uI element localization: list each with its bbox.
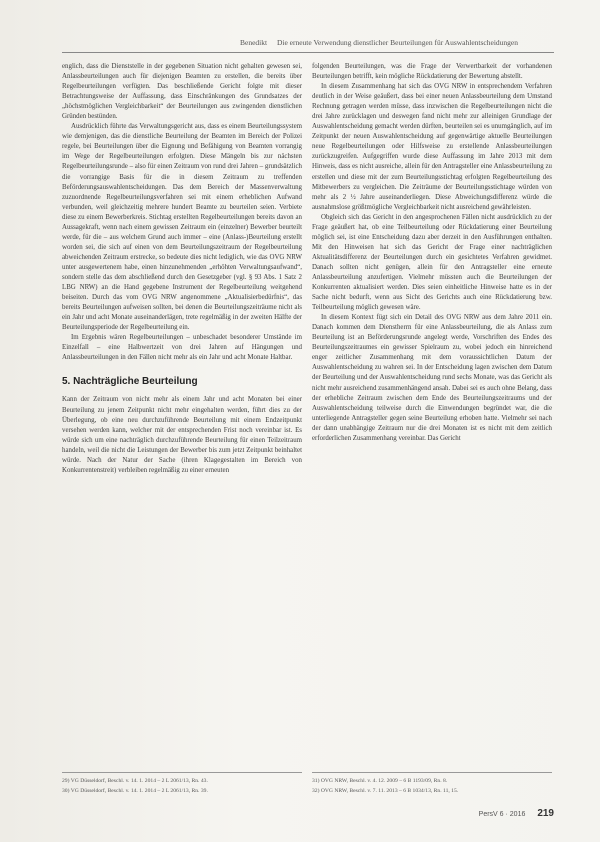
section-heading: 5. Nachträgliche Beurteilung xyxy=(62,376,198,388)
right-paragraph-3: Obgleich sich das Gericht in den angesprochenen Fällen nicht ausdrücklich zu der Frage geäußert hat, ob eine Teilbeurteilung oder Rückdatierung einer Beurteilung möglich sei, ist eine Entscheidung dazu aber derzeit in den Ausführungen enthalten. Mit den Hinweisen hat sich das Gericht der Frage einer nachträglichen Aktualitätsdifferenz der Beurteilungen durch ein gesichtetes Verfahren gewidmet. Danach sollten nicht genügen, allein für den Antragsteller eine erneute Anlassbeurteilung anzufertigen. Vielmehr müssten auch die Beurteilungen der Konkurrenten aktualisiert werden. Dies seien einheitliche Hinweise hatte es in der Sache nicht bedurft, wenn aus Sicht des Gerichts auch eine Rückdatierung bzw. Teilbeurteilung möglich gewesen wäre. xyxy=(312,213,552,312)
right-column xyxy=(312,62,552,444)
journal-issue: PersV 6 · 2016 xyxy=(478,811,526,818)
right-paragraph-4: In diesem Kontext fügt sich ein Detail des OVG NRW aus dem Jahre 2011 ein. Danach kommen dem Dienstherrn für eine Anlassbeurteilung, die als Anlass zum Beurteilung ist an Beförderungsrunde angelegt werde, Vorschriften des Endes des Beurteilungszeitraumes ein gewisser Spielraum zu, wobei jedoch ein hinreichend enger zeitlicher Zusammenhang mit dem voraussichtlichen Datum der Auswahlentscheidung zu wahren sei. In der Entscheidung lagen zwischen dem Datum der Beurteilung und der Auswahlentscheidung rund sechs Monate, was das Gericht als nicht mehr ausreichend zusammenhängend ansah. Dabei sei es auch ohne Belang, dass der erhebliche Zeitraum zwischen dem Ende des Beurteilungszeitraums und der Auswahlentscheidung teilweise durch die Einwendungen begründet war, die die unterliegende Antragsteller gegen seine Beurteilung erhoben hatte. Vielmehr sei nach der dann unabhängige Zeitraum nur die drei Monaten ist es nicht mit dem zeitlich erforderlichen Zusammenhang vereinbar. Das Gericht xyxy=(312,314,552,442)
left-column xyxy=(62,62,302,476)
header-title: Die erneute Verwendung dienstlicher Beurteilungen für Auswahlentscheidungen xyxy=(276,38,518,47)
page-number: 219 xyxy=(537,808,554,819)
footnotes-left xyxy=(62,772,302,796)
right-paragraph-2: In diesem Zusammenhang hat sich das OVG NRW in entsprechendem Verfahren deutlich in der Weise geäußert, dass bei einer neuen Anlassbeurteilung dem Umstand Rechnung getragen werden müsse, dass inzwischen die Regelbeurteilungen nicht die drei Jahre zurücklagen und deswegen fand nicht mehr zur alleinigen Grundlage der Auswahlentscheidung gemacht werden dürften, beurteilen sei es unumgänglich, auf im Zeitpunkt der neuen Auswahlentscheidung auf gegenwärtige aktuelle Beurteilungen neue Regelbeurteilungen oder Hilfsweise zu erstellende Anlassbeurteilungen zurückzugreifen. Aufgegriffen wurde diese Auffassung im Jahre 2013 mit dem Hinweis, dass es nicht ausreiche, allein für den Antragsteller eine Anlassbeurteilung zu erstellen und diese mit der zum Beurteilungsstichtag erfolgten Regelbeurteilung des Mitbewerbers zu vergleichen. Die Zeiträume der Beurteilungsstichtage würden von mehr als 2 ½ Jahre auseinanderliegen. Diese Abweichungsdifferenz würde die ausnahmslose größtmögliche Vergleichbarkeit nicht ausreichend gewährleisten. xyxy=(312,83,552,211)
left-paragraph-3: Im Ergebnis wären Regelbeurteilungen – unbeschadet besonderer Umstände im Einzelfall – eine Halbwertzeit von drei Jahren auf Hängungen und Anlassbeurteilungen in den Fällen nicht mehr als ein Jahr und acht Monate Haltbar. xyxy=(62,334,302,362)
header-rule xyxy=(62,52,554,53)
footnotes-right xyxy=(312,772,552,796)
section-paragraph: Kann der Zeitraum von nicht mehr als einem Jahr und acht Monaten bei einer Beurteilung zu jenem Zeitpunkt nicht mehr eingehalten werden, führt dies zu der Überlegung, ob eine neu durchzuführende Beurteilung mit einem Endzeitpunkt versehen werden kann, welcher mit der entsprechenden Frist noch vereinbar ist. Es würde sich um eine nachträglich durchzuführende Beurteilung für einen Teilzeitraum handeln, weil die nicht die Leistungen der Bewerber bis zum jetzt Zeitpunkt beinhaltet würde. Nach der Natur der Sache (ihren Klagegestalten im Bereich von Konkurrentenstreit) verbleiben regelmäßig zu einer erneuten xyxy=(62,396,302,474)
footnote: 29) VG Düsseldorf, Beschl. v. 14. 1. 2014 – 2 L 2061/13, Rn. 43. xyxy=(62,778,208,784)
right-paragraph-1: folgenden Beurteilungen, was die Frage der Verwertbarkeit der vorhandenen Beurteilungen betrifft, kein mögliche Rückdatierung der Bewertung abstellt. xyxy=(312,63,552,81)
footnote: 32) OVG NRW, Beschl. v. 7. 11. 2013 – 6 B 1034/13, Rn. 11, 15. xyxy=(312,788,459,794)
left-paragraph-1: englich, dass die Dienststelle in der gegebenen Situation nicht gehalten gewesen sei, Anlassbeurteilungen auch für diejenigen Beamten zu erstellen, die bereits über Regelbeurteilungen verfügten. Das beschließende Gericht folgte mit dieser Betrachtungsweise der Auffassung, dass Einschränkungen des Grundsatzes der „höchstmöglichen Vergleichbarkeit“ der Beurteilungen aus zwingenden dienstlichen Gründen bestünden. xyxy=(62,63,302,121)
footnote: 30) VG Düsseldorf, Beschl. v. 14. 1. 2014 – 2 L 2061/13, Rn. 39. xyxy=(62,788,208,794)
page-footer xyxy=(479,808,554,819)
header-author: Benedikt xyxy=(240,38,268,47)
running-header xyxy=(240,38,550,47)
footnote: 31) OVG NRW, Beschl. v. 4. 12. 2009 – 6 B 1193/09, Rn. 8. xyxy=(312,778,448,784)
left-paragraph-2: Ausdrücklich führte das Verwaltungsgericht aus, dass es einem Beurteilungssystem wie demjenigen, das die dienstliche Beurteilung der Beamten im Bereich der Polizei regele, bei Beurteilungen über die Eignung und Befähigung von Beamten vorrangig im Wege der Regelbeurteilungen erfolgten. Diese Mängeln bis zur nächsten Regelbeurteilungsrunde – also für einen Zeitraum von rund drei Jahren – grundsätzlich die vorrangige Basis für die in diesem Zeitraum zu treffenden Beförderungsauswahlentscheidungen. Das dem Bereich der Massenverwaltung zuzuordnende Regelbeurteilungsverfahren sei mit einem erheblichen Aufwand verbunden, weil gleichzeitig mehrere hundert Beamte zu beurteilen seien. Verbiete diese zu einem Bewerberkreis. Stichtag erstellten Regelbeurteilungen bereits davon an Aussagekraft, wenn nach einem gewissen Zeitraum ein (einzelner) Bewerber beurteilt werde, für die – aus welchem Grund auch immer – eine (Anlass-)Beurteilung erstellt worden sei, die sich auf einen von dem Beurteilungszeitraum der Regelbeurteilung abweichenden Zeitraum erstrecke, so bedeute dies nicht lediglich, wie das OVG NRW unter ausgewertenem habe, einen hinzunehmenden „erhöhten Verwaltungsaufwand“, sondern stelle das dem abschließend durch den Gesetzgeber (vgl. § 93 Abs. 1 Satz 2 LBG NRW) an die Hand gegebene Instrument der Regelbeurteilung weitgehend beiseiten. Durch das vom OVG NRW angenommene „Aktualisierbedürfnis“, das bereits Beurteilungen aufweisen sollten, bei denen die Beurteilungszeiträume nicht als ein Jahr und acht Monate auseinanderlägen, trete regelmäßig in der zweiten Hälfte der Beurteilungsperiode der Regelbeurteilung ein. xyxy=(62,123,302,332)
